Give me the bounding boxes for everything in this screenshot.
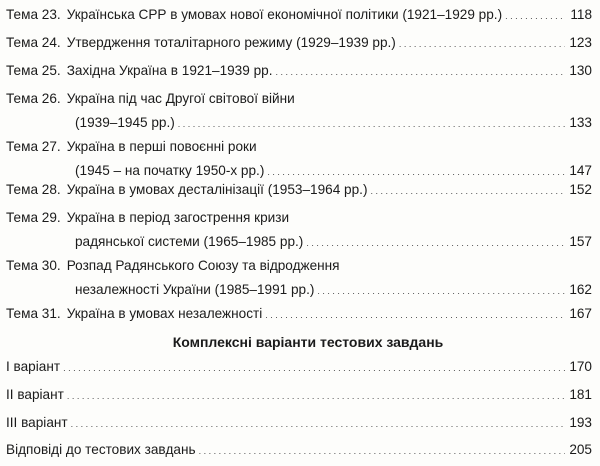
page-number: 167 bbox=[569, 306, 592, 321]
variant-label: ІІІ варіант bbox=[6, 415, 68, 430]
topic-title: Україна в перші повоєнні роки bbox=[66, 139, 257, 154]
topic-title-continued: незалежності України (1985–1991 рр.) bbox=[75, 282, 315, 297]
dot-leader bbox=[505, 3, 565, 28]
toc-entry-answers bbox=[6, 438, 592, 462]
topic-label: Тема 29. bbox=[6, 210, 61, 225]
dot-leader bbox=[265, 302, 565, 327]
dot-leader bbox=[71, 411, 565, 436]
topic-title: Утвердження тоталітарного режиму (1929–1939 рр.) bbox=[66, 35, 396, 50]
topic-label: Тема 23. bbox=[6, 7, 61, 22]
toc-line bbox=[6, 302, 592, 326]
dot-leader bbox=[67, 383, 565, 408]
toc-entry-variant-3 bbox=[6, 411, 592, 435]
topic-label: Тема 30. bbox=[6, 258, 61, 273]
variant-label: ІІ варіант bbox=[6, 387, 64, 402]
page-number: 170 bbox=[569, 359, 592, 374]
variant-label: І варіант bbox=[6, 359, 61, 374]
toc-line bbox=[6, 254, 592, 278]
toc-line bbox=[6, 278, 592, 302]
toc-line bbox=[6, 135, 592, 159]
toc-line bbox=[6, 111, 592, 135]
dot-leader bbox=[306, 230, 565, 255]
toc-entry-topic-25 bbox=[6, 59, 592, 83]
toc-entry-topic-30 bbox=[6, 254, 592, 302]
toc-line bbox=[6, 3, 592, 27]
dot-leader bbox=[275, 59, 565, 84]
toc-entry-variant-1 bbox=[6, 355, 592, 379]
dot-leader bbox=[370, 178, 565, 203]
dot-leader bbox=[63, 355, 565, 380]
dot-leader bbox=[178, 111, 565, 136]
topic-title-continued: (1945 – на початку 1950-х рр.) bbox=[75, 163, 265, 178]
page-number: 123 bbox=[569, 35, 592, 50]
page-number: 157 bbox=[569, 234, 592, 249]
topic-title: Західна Україна в 1921–1939 рр. bbox=[66, 63, 273, 78]
toc-entry-topic-28 bbox=[6, 178, 592, 202]
dot-leader bbox=[317, 278, 565, 303]
toc-entry-topic-27 bbox=[6, 135, 592, 183]
page-number: 130 bbox=[569, 63, 592, 78]
page-number: 205 bbox=[569, 442, 592, 457]
page-number: 147 bbox=[569, 163, 592, 178]
page-number: 181 bbox=[569, 387, 592, 402]
toc-line bbox=[6, 87, 592, 111]
toc-entry-topic-24 bbox=[6, 31, 592, 55]
dot-leader bbox=[399, 31, 565, 56]
topic-label: Тема 28. bbox=[6, 182, 61, 197]
page-number: 193 bbox=[569, 415, 592, 430]
toc-line bbox=[6, 206, 592, 230]
topic-title: Україна в умовах десталінізації (1953–1964 рр.) bbox=[66, 182, 368, 197]
toc-line bbox=[6, 230, 592, 254]
toc-entry-topic-31 bbox=[6, 302, 592, 326]
topic-title: Україна в умовах незалежності bbox=[66, 306, 263, 321]
toc-entry-topic-23 bbox=[6, 3, 592, 27]
page-number: 152 bbox=[569, 182, 592, 197]
toc-line bbox=[6, 59, 592, 83]
topic-title-continued: (1939–1945 рр.) bbox=[75, 115, 175, 130]
topic-label: Тема 25. bbox=[6, 63, 61, 78]
topic-label: Тема 24. bbox=[6, 35, 61, 50]
toc-entry-variant-2 bbox=[6, 383, 592, 407]
toc-line bbox=[6, 411, 592, 435]
topic-title: Україна під час Другої світової війни bbox=[66, 91, 295, 106]
toc-entry-topic-26 bbox=[6, 87, 592, 135]
toc-line bbox=[6, 355, 592, 379]
topic-label: Тема 31. bbox=[6, 306, 61, 321]
toc-entry-topic-29 bbox=[6, 206, 592, 254]
dot-leader bbox=[199, 438, 565, 463]
toc-line bbox=[6, 438, 592, 462]
topic-title: Розпад Радянського Союзу та відродження bbox=[66, 258, 340, 273]
topic-label: Тема 26. bbox=[6, 91, 61, 106]
section-heading: Комплексні варіанти тестових завдань bbox=[172, 334, 444, 350]
page-number: 133 bbox=[569, 115, 592, 130]
topic-title: Україна в період загострення кризи bbox=[66, 210, 290, 225]
toc-line bbox=[6, 178, 592, 202]
topic-title: Українська СРР в умовах нової економічної політики (1921–1929 рр.) bbox=[66, 7, 503, 22]
toc-line bbox=[6, 383, 592, 407]
page-number: 162 bbox=[569, 282, 592, 297]
topic-title-continued: радянської системи (1965–1985 рр.) bbox=[75, 234, 304, 249]
toc-line bbox=[6, 31, 592, 55]
topic-label: Тема 27. bbox=[6, 139, 61, 154]
answers-label: Відповіді до тестових завдань bbox=[6, 442, 196, 457]
page-number: 118 bbox=[570, 7, 592, 22]
